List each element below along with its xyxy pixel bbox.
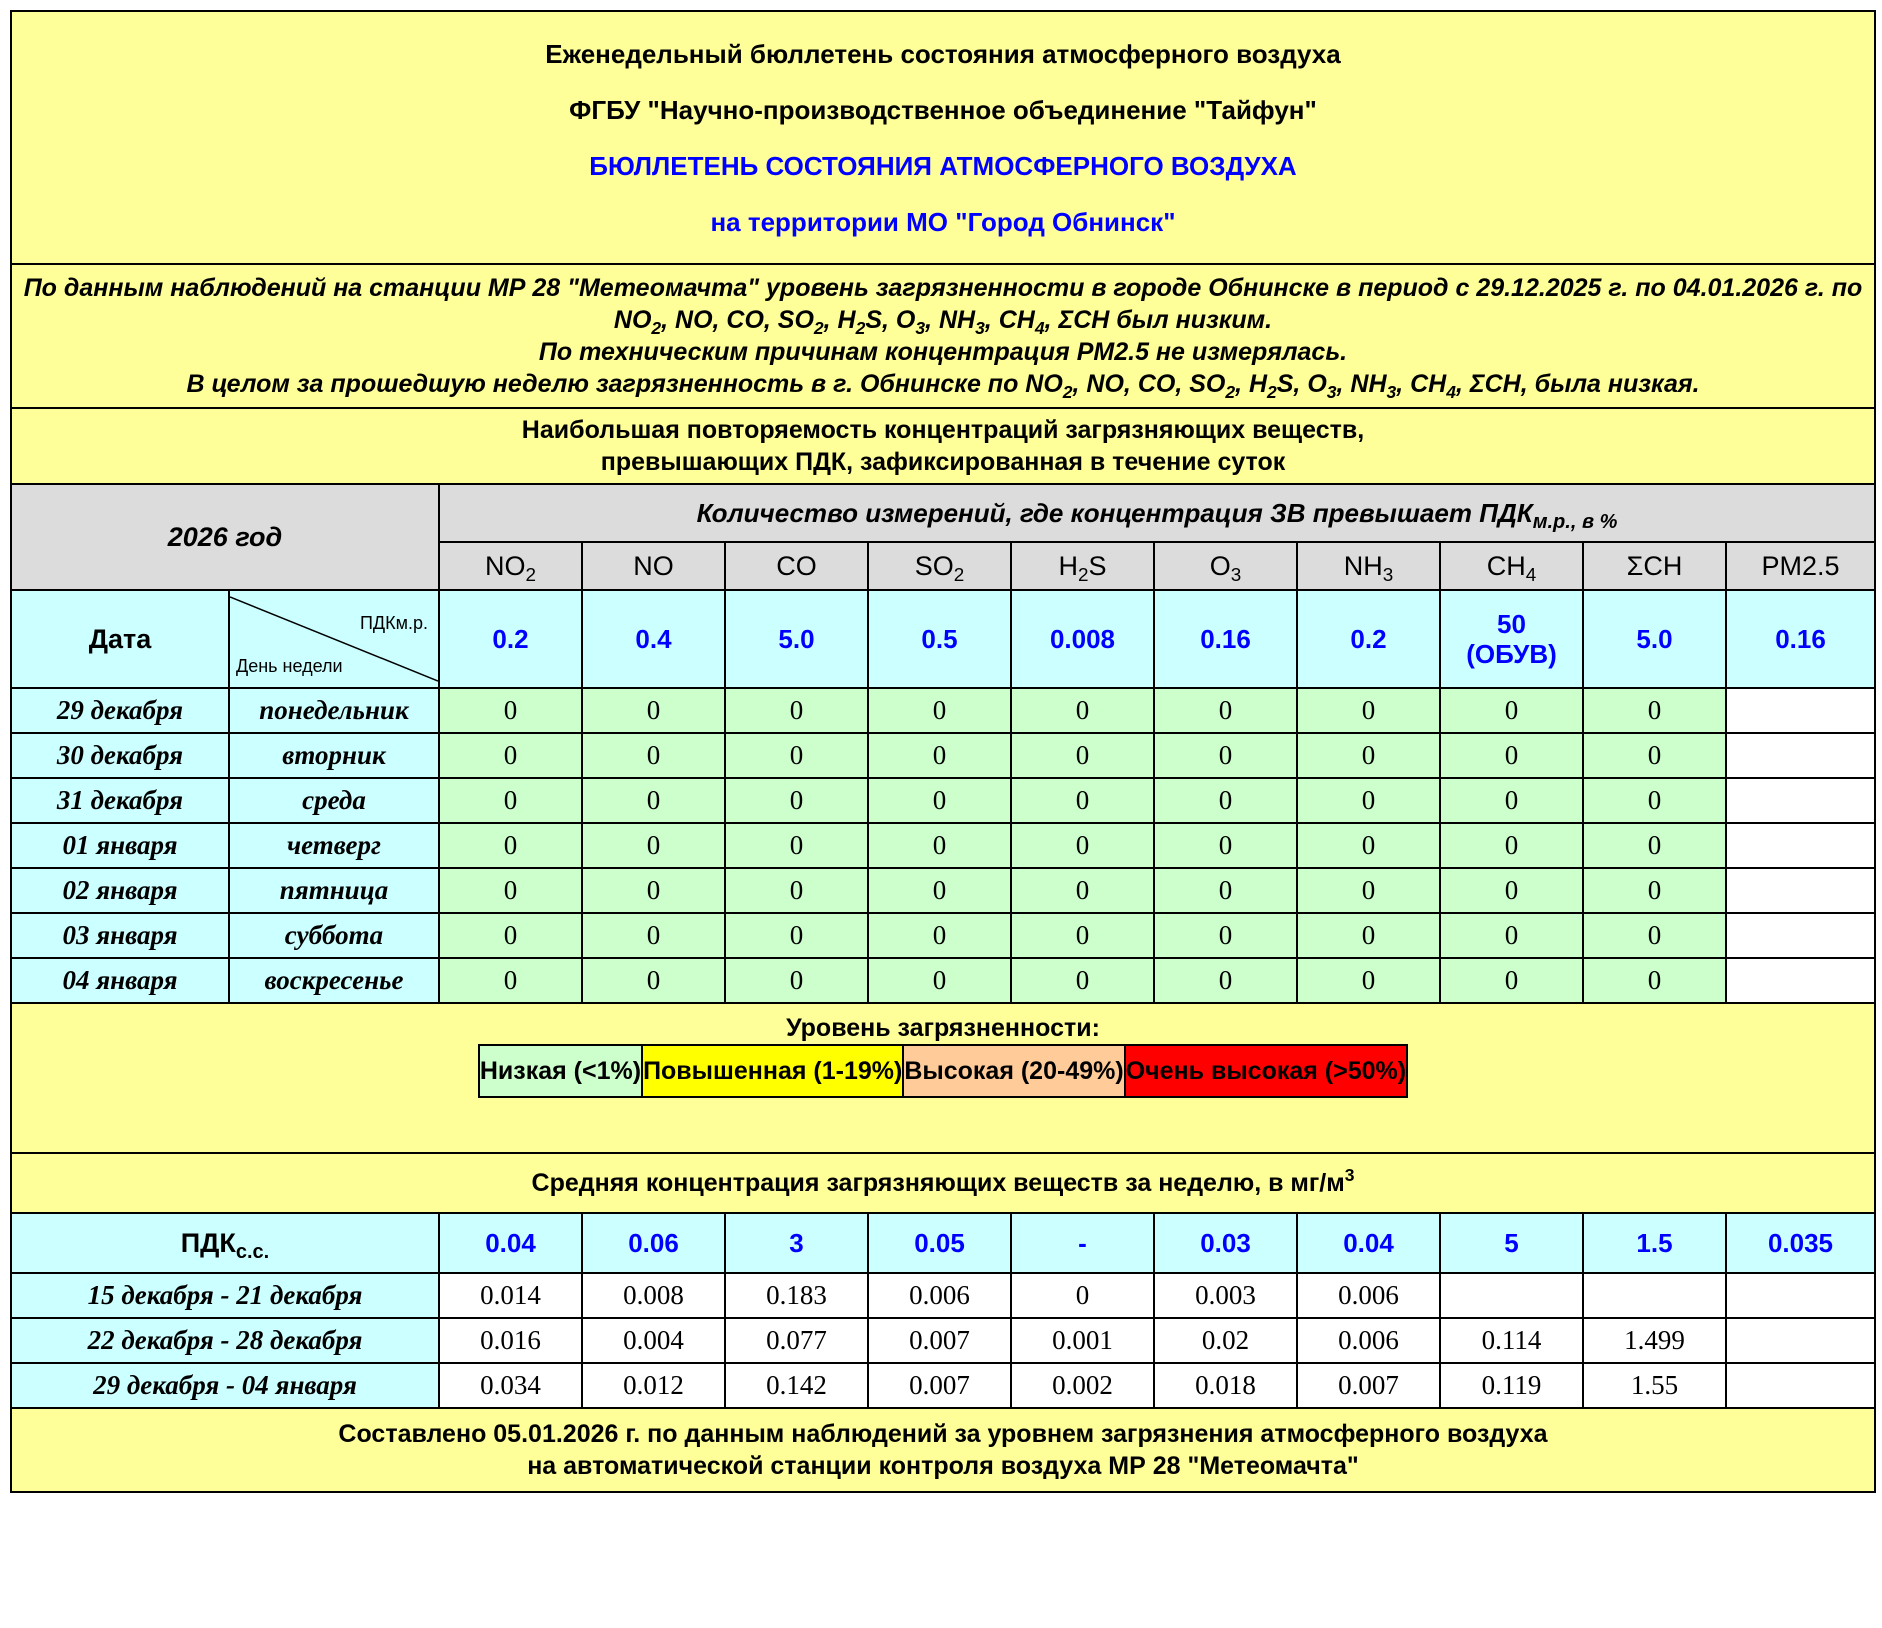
row-weekday: среда	[229, 778, 439, 823]
limit-value-9: 0.16	[1726, 590, 1875, 688]
daily-value: 0	[1440, 823, 1583, 868]
daily-value: 0	[582, 958, 725, 1003]
daily-value: 0	[1154, 868, 1297, 913]
pollutant-header-5: $O_3$	[1154, 542, 1297, 590]
daily-value: 0	[439, 958, 582, 1003]
pollutant-list-1: $NO_2$, NO, CO, $SO_2$, $H_2S$, $O_3$, $NH_3$, $CH_4$, ΣCH	[613, 306, 1110, 338]
daily-value: 0	[1011, 823, 1154, 868]
daily-value: 0	[725, 823, 868, 868]
daily-value: 0	[868, 913, 1011, 958]
limit-value-4: 0.008	[1011, 590, 1154, 688]
weekly-row	[11, 1318, 1875, 1363]
weekly-value: 0.007	[868, 1363, 1011, 1408]
daily-row	[11, 868, 1875, 913]
row-weekday: пятница	[229, 868, 439, 913]
daily-value: 0	[1583, 733, 1726, 778]
daily-value	[1726, 958, 1875, 1003]
daily-value	[1726, 868, 1875, 913]
daily-value: 0	[1154, 958, 1297, 1003]
row-weekday: четверг	[229, 823, 439, 868]
daily-value: 0	[1583, 778, 1726, 823]
daily-value: 0	[1583, 958, 1726, 1003]
pdk-ss-row	[11, 1213, 1875, 1273]
daily-value: 0	[1297, 868, 1440, 913]
limit-value-2: 5.0	[725, 590, 868, 688]
legend-item-3: Очень высокая (>50%)	[1125, 1045, 1407, 1097]
daily-value: 0	[1583, 868, 1726, 913]
daily-value: 0	[1011, 733, 1154, 778]
row-date: 01 января	[11, 823, 229, 868]
weekly-value: 0.001	[1011, 1318, 1154, 1363]
weekly-value	[1440, 1273, 1583, 1318]
row-weekday: суббота	[229, 913, 439, 958]
weekly-value: 0.006	[868, 1273, 1011, 1318]
daily-value: 0	[1440, 778, 1583, 823]
daily-value: 0	[1011, 958, 1154, 1003]
weekly-value: 0.006	[1297, 1318, 1440, 1363]
daily-value: 0	[868, 958, 1011, 1003]
daily-row	[11, 688, 1875, 733]
daily-value: 0	[1583, 913, 1726, 958]
weekly-rows	[11, 1273, 1875, 1408]
weekly-value: 0.114	[1440, 1318, 1583, 1363]
weekly-value: 0.012	[582, 1363, 725, 1408]
weekly-row	[11, 1273, 1875, 1318]
daily-value: 0	[1297, 958, 1440, 1003]
daily-value: 0	[1583, 688, 1726, 733]
daily-value: 0	[1011, 913, 1154, 958]
weekly-period: 22 декабря - 28 декабря	[11, 1318, 439, 1363]
daily-value: 0	[868, 733, 1011, 778]
header-line1: Еженедельный бюллетень состояния атмосферного воздуха	[545, 38, 1341, 69]
legend-item-2: Высокая (20-49%)	[903, 1045, 1124, 1097]
pollutant-header-9: PM2.5	[1726, 542, 1875, 590]
daily-value: 0	[582, 778, 725, 823]
weekly-value: 0	[1011, 1273, 1154, 1318]
daily-value: 0	[439, 688, 582, 733]
diagonal-header	[229, 590, 439, 688]
legend-section	[11, 1003, 1875, 1153]
daily-value: 0	[1011, 688, 1154, 733]
weekly-value: 0.02	[1154, 1318, 1297, 1363]
limits-row	[11, 590, 1875, 688]
pdk-ss-value-1: 0.06	[582, 1213, 725, 1273]
weekly-value: 0.002	[1011, 1363, 1154, 1408]
pdk-ss-value-2: 3	[725, 1213, 868, 1273]
row-weekday: вторник	[229, 733, 439, 778]
daily-value: 0	[868, 778, 1011, 823]
daily-value	[1726, 733, 1875, 778]
pdk-ss-value-9: 0.035	[1726, 1213, 1875, 1273]
daily-row	[11, 733, 1875, 778]
daily-value: 0	[582, 913, 725, 958]
daily-value: 0	[1440, 958, 1583, 1003]
pollutant-header-6: $NH_3$	[1297, 542, 1440, 590]
weekly-value: 0.008	[582, 1273, 725, 1318]
daily-value: 0	[439, 868, 582, 913]
daily-value: 0	[1440, 688, 1583, 733]
bulletin-table	[10, 10, 1876, 1493]
daily-value: 0	[439, 913, 582, 958]
daily-value: 0	[1011, 778, 1154, 823]
daily-value: 0	[582, 868, 725, 913]
pollutant-header-0: $NO_2$	[439, 542, 582, 590]
pollutant-header-4: $H_2S$	[1011, 542, 1154, 590]
row-date: 30 декабря	[11, 733, 229, 778]
daily-value: 0	[1297, 688, 1440, 733]
row-date: 29 декабря	[11, 688, 229, 733]
weekly-value: 0.034	[439, 1363, 582, 1408]
diag-day-label: День недели	[236, 656, 343, 676]
weekly-value: 0.142	[725, 1363, 868, 1408]
limit-value-0: 0.2	[439, 590, 582, 688]
bulletin	[10, 10, 1874, 1493]
weekly-value	[1726, 1363, 1875, 1408]
pdk-ss-value-0: 0.04	[439, 1213, 582, 1273]
daily-value: 0	[1297, 733, 1440, 778]
observation-p1: По данным наблюдений на станции МР 28 "Метеомачта" уровень загрязненности в городе Обнинске в период с 29.12.2025 г. по 04.01.2026 г. по $NO_2$, NO, CO, $SO_2$, $H_2S$, $O_3$, $NH_3$, $CH_4$, ΣCH был низким.	[23, 274, 1863, 338]
daily-value: 0	[582, 688, 725, 733]
daily-value: 0	[1154, 733, 1297, 778]
daily-value: 0	[1154, 913, 1297, 958]
weekly-value: 1.499	[1583, 1318, 1726, 1363]
weekly-value	[1726, 1318, 1875, 1363]
daily-value	[1726, 778, 1875, 823]
weekly-value	[1583, 1273, 1726, 1318]
daily-value: 0	[1297, 913, 1440, 958]
pollutant-header-8: ΣCH	[1583, 542, 1726, 590]
legend-item-1: Повышенная (1-19%)	[642, 1045, 903, 1097]
pollutant-header-7: $CH_4$	[1440, 542, 1583, 590]
row-date: 03 января	[11, 913, 229, 958]
weekly-value: 0.014	[439, 1273, 582, 1318]
pdk-ss-value-4: -	[1011, 1213, 1154, 1273]
daily-value: 0	[1154, 778, 1297, 823]
daily-value: 0	[725, 868, 868, 913]
daily-value: 0	[725, 688, 868, 733]
diag-limit-label: ПДКм.р.	[359, 613, 428, 633]
row-weekday: воскресенье	[229, 958, 439, 1003]
daily-value: 0	[868, 688, 1011, 733]
daily-value: 0	[1154, 688, 1297, 733]
pdk-ss-label: $ПДК_{с.с.}$	[11, 1213, 439, 1273]
limit-value-7: 50 (ОБУВ)	[1440, 590, 1583, 688]
weekly-value: 0.016	[439, 1318, 582, 1363]
header-line2: ФГБУ "Научно-производственное объединение "Тайфун"	[569, 94, 1317, 125]
bulletin-header	[11, 11, 1875, 264]
count-header: Количество измерений, где концентрация ЗВ превышает $ПДК_{м.р., в \%}$	[439, 484, 1875, 542]
header-title: БЮЛЛЕТЕНЬ СОСТОЯНИЯ АТМОСФЕРНОГО ВОЗДУХА	[589, 150, 1297, 181]
weekly-value: 0.007	[868, 1318, 1011, 1363]
weekly-value: 0.183	[725, 1273, 868, 1318]
daily-value: 0	[439, 778, 582, 823]
pollutant-header-1: NO	[582, 542, 725, 590]
weekly-value: 0.119	[1440, 1363, 1583, 1408]
pdk-ss-value-6: 0.04	[1297, 1213, 1440, 1273]
limit-value-8: 5.0	[1583, 590, 1726, 688]
legend-item-0: Низкая (<1%)	[479, 1045, 642, 1097]
daily-value: 0	[1440, 913, 1583, 958]
weekly-value: 0.007	[1297, 1363, 1440, 1408]
daily-value: 0	[1440, 868, 1583, 913]
daily-value: 0	[439, 733, 582, 778]
daily-value: 0	[868, 823, 1011, 868]
limit-value-1: 0.4	[582, 590, 725, 688]
daily-value: 0	[725, 778, 868, 823]
pollutant-header-2: CO	[725, 542, 868, 590]
daily-row	[11, 913, 1875, 958]
daily-value: 0	[868, 868, 1011, 913]
weekly-value: 0.018	[1154, 1363, 1297, 1408]
repeatability-title: Наибольшая повторяемость концентраций загрязняющих веществ, превышающих ПДК, зафиксированная в течение суток	[11, 408, 1875, 484]
pdk-ss-value-7: 5	[1440, 1213, 1583, 1273]
row-weekday: понедельник	[229, 688, 439, 733]
daily-value: 0	[582, 823, 725, 868]
row-date: 31 декабря	[11, 778, 229, 823]
daily-value: 0	[1297, 823, 1440, 868]
weekly-value	[1726, 1273, 1875, 1318]
daily-value: 0	[1440, 733, 1583, 778]
weekly-value: 0.003	[1154, 1273, 1297, 1318]
row-date: 02 января	[11, 868, 229, 913]
legend-title: Уровень загрязненности:	[786, 1014, 1100, 1042]
weekly-period: 15 декабря - 21 декабря	[11, 1273, 439, 1318]
daily-value: 0	[1583, 823, 1726, 868]
daily-value: 0	[439, 823, 582, 868]
weekly-row	[11, 1363, 1875, 1408]
weekly-value: 0.006	[1297, 1273, 1440, 1318]
daily-row	[11, 823, 1875, 868]
daily-row	[11, 778, 1875, 823]
limit-value-3: 0.5	[868, 590, 1011, 688]
date-label: Дата	[11, 590, 229, 688]
bulletin-footer: Составлено 05.01.2026 г. по данным наблюдений за уровнем загрязнения атмосферного воздуха на автоматической станции контроля воздуха МР 28 "Метеомачта"	[11, 1408, 1875, 1492]
daily-value: 0	[1154, 823, 1297, 868]
daily-value: 0	[582, 733, 725, 778]
weekly-value: 1.55	[1583, 1363, 1726, 1408]
year-label: 2026 год	[11, 484, 439, 590]
observation-summary	[11, 264, 1875, 408]
daily-value: 0	[725, 913, 868, 958]
observation-p3: В целом за прошедшую неделю загрязненность в г. Обнинске по $NO_2$, NO, CO, $SO_2$, $H_2S$, $O_3$, $NH_3$, $CH_4$, ΣCH, была низкая.	[186, 370, 1700, 402]
pollutant-header-3: $SO_2$	[868, 542, 1011, 590]
header-territory: на территории МО "Город Обнинск"	[710, 206, 1176, 237]
daily-rows	[11, 688, 1875, 1003]
weekly-value: 0.004	[582, 1318, 725, 1363]
daily-value	[1726, 688, 1875, 733]
daily-value	[1726, 823, 1875, 868]
daily-value	[1726, 913, 1875, 958]
limit-value-6: 0.2	[1297, 590, 1440, 688]
row-date: 04 января	[11, 958, 229, 1003]
limit-value-5: 0.16	[1154, 590, 1297, 688]
weekly-value: 0.077	[725, 1318, 868, 1363]
daily-value: 0	[1297, 778, 1440, 823]
daily-value: 0	[725, 733, 868, 778]
pollutant-list-2: $NO_2$, NO, CO, $SO_2$, $H_2S$, $O_3$, $NH_3$, $CH_4$, ΣCH	[1025, 370, 1521, 402]
pdk-ss-value-5: 0.03	[1154, 1213, 1297, 1273]
weekly-period: 29 декабря - 04 января	[11, 1363, 439, 1408]
daily-value: 0	[725, 958, 868, 1003]
daily-row	[11, 958, 1875, 1003]
pdk-ss-value-3: 0.05	[868, 1213, 1011, 1273]
pdk-ss-value-8: 1.5	[1583, 1213, 1726, 1273]
legend-table	[478, 1044, 1408, 1098]
observation-p2: По техническим причинам концентрация PM2.5 не измерялась.	[538, 338, 1348, 366]
weekly-title: Средняя концентрация загрязняющих веществ за неделю, в $мг/м^3$	[11, 1153, 1875, 1213]
daily-value: 0	[1011, 868, 1154, 913]
